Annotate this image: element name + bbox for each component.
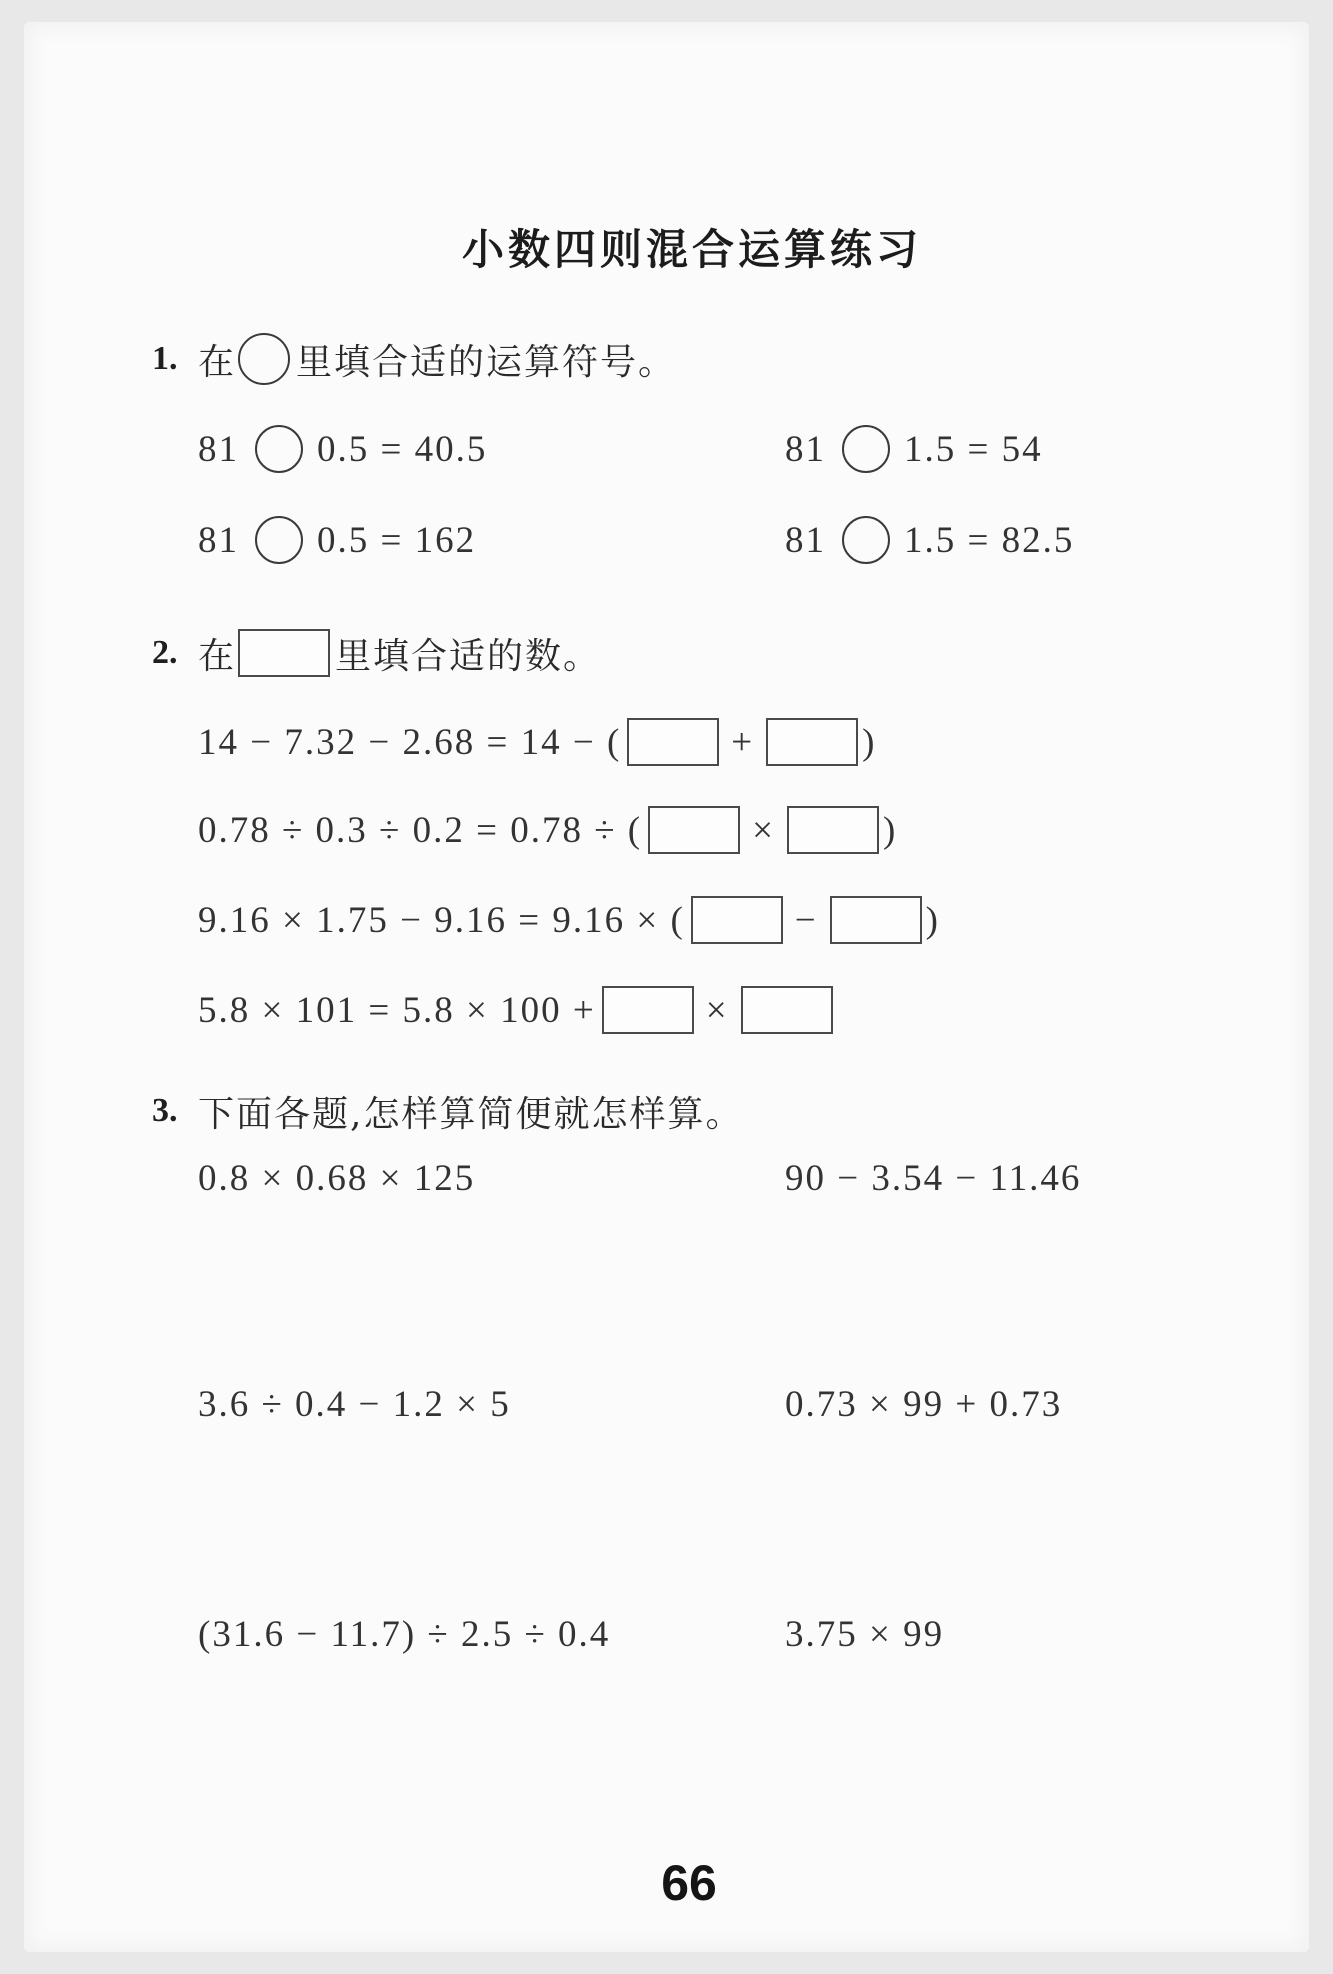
operator: ×	[752, 809, 775, 851]
item-lead: 81	[198, 428, 239, 470]
item-tail: 0.5 = 162	[317, 519, 477, 561]
calc-problem	[785, 1152, 1081, 1204]
operator-blank-item	[785, 514, 1074, 566]
blank-circle-icon	[255, 516, 303, 564]
blank-box	[741, 986, 833, 1034]
blank-box	[766, 718, 858, 766]
close-paren: )	[862, 721, 877, 763]
blank-box	[627, 718, 719, 766]
calc-problem	[198, 1152, 475, 1204]
calc-problem	[198, 1378, 511, 1430]
problem-expression: (31.6 − 11.7) ÷ 2.5 ÷ 0.4	[198, 1613, 611, 1655]
section3-prompt	[152, 1085, 743, 1137]
item-tail: 1.5 = 82.5	[904, 519, 1075, 561]
calc-problem	[198, 1608, 610, 1660]
item-tail: 0.5 = 40.5	[317, 428, 488, 470]
problem-expression: 3.6 ÷ 0.4 − 1.2 × 5	[198, 1383, 511, 1425]
problem-expression: 0.8 × 0.68 × 125	[198, 1157, 476, 1199]
problem-expression: 0.73 × 99 + 0.73	[785, 1383, 1063, 1425]
operator: +	[731, 721, 755, 763]
operator: −	[794, 899, 818, 941]
section3-number: 3.	[152, 1092, 178, 1129]
item-lead: 81	[785, 428, 826, 470]
blank-box	[787, 806, 879, 854]
expression: 5.8 × 101 = 5.8 × 100 +	[198, 989, 596, 1031]
item-tail: 1.5 = 54	[904, 428, 1043, 470]
section1-prompt-before: 在	[198, 341, 237, 383]
fill-number-line	[198, 716, 877, 768]
operator-blank-item	[785, 423, 1043, 475]
blank-circle-icon	[842, 516, 890, 564]
operator: ×	[705, 989, 729, 1031]
section1-number: 1.	[152, 340, 178, 377]
section3-prompt-text: 下面各题,怎样算简便就怎样算。	[198, 1093, 744, 1135]
item-lead: 81	[198, 519, 239, 561]
blank-circle-icon	[255, 425, 303, 473]
operator-blank-item	[198, 423, 487, 475]
section2-number: 2.	[152, 634, 178, 671]
fill-number-line	[198, 894, 940, 946]
fill-number-line	[198, 804, 897, 856]
section2-prompt-before: 在	[198, 635, 237, 677]
blank-circle-icon	[842, 425, 890, 473]
section2-prompt	[152, 627, 601, 679]
blank-box	[691, 896, 783, 944]
blank-circle-icon	[238, 333, 290, 385]
operator-blank-item	[198, 514, 476, 566]
section1-prompt	[152, 333, 676, 385]
close-paren: )	[882, 809, 898, 851]
blank-box	[830, 896, 922, 944]
section2-prompt-after: 里填合适的数。	[335, 635, 602, 677]
blank-box	[648, 806, 740, 854]
expression: 0.78 ÷ 0.3 ÷ 0.2 = 0.78 ÷ (	[198, 809, 643, 851]
section1-prompt-after: 里填合适的运算符号。	[296, 341, 677, 383]
close-paren: )	[925, 899, 940, 941]
problem-expression: 3.75 × 99	[785, 1613, 945, 1655]
expression: 14 − 7.32 − 2.68 = 14 − (	[198, 721, 622, 763]
calc-problem	[785, 1378, 1062, 1430]
expression: 9.16 × 1.75 − 9.16 = 9.16 × (	[198, 899, 685, 941]
blank-box	[602, 986, 694, 1034]
page-number: 66	[661, 1855, 717, 1911]
blank-box	[238, 629, 330, 677]
page-title: 小数四则混合运算练习	[461, 225, 923, 274]
fill-number-line	[198, 984, 833, 1036]
calc-problem	[785, 1608, 944, 1660]
problem-expression: 90 − 3.54 − 11.46	[785, 1157, 1082, 1199]
item-lead: 81	[785, 519, 826, 561]
